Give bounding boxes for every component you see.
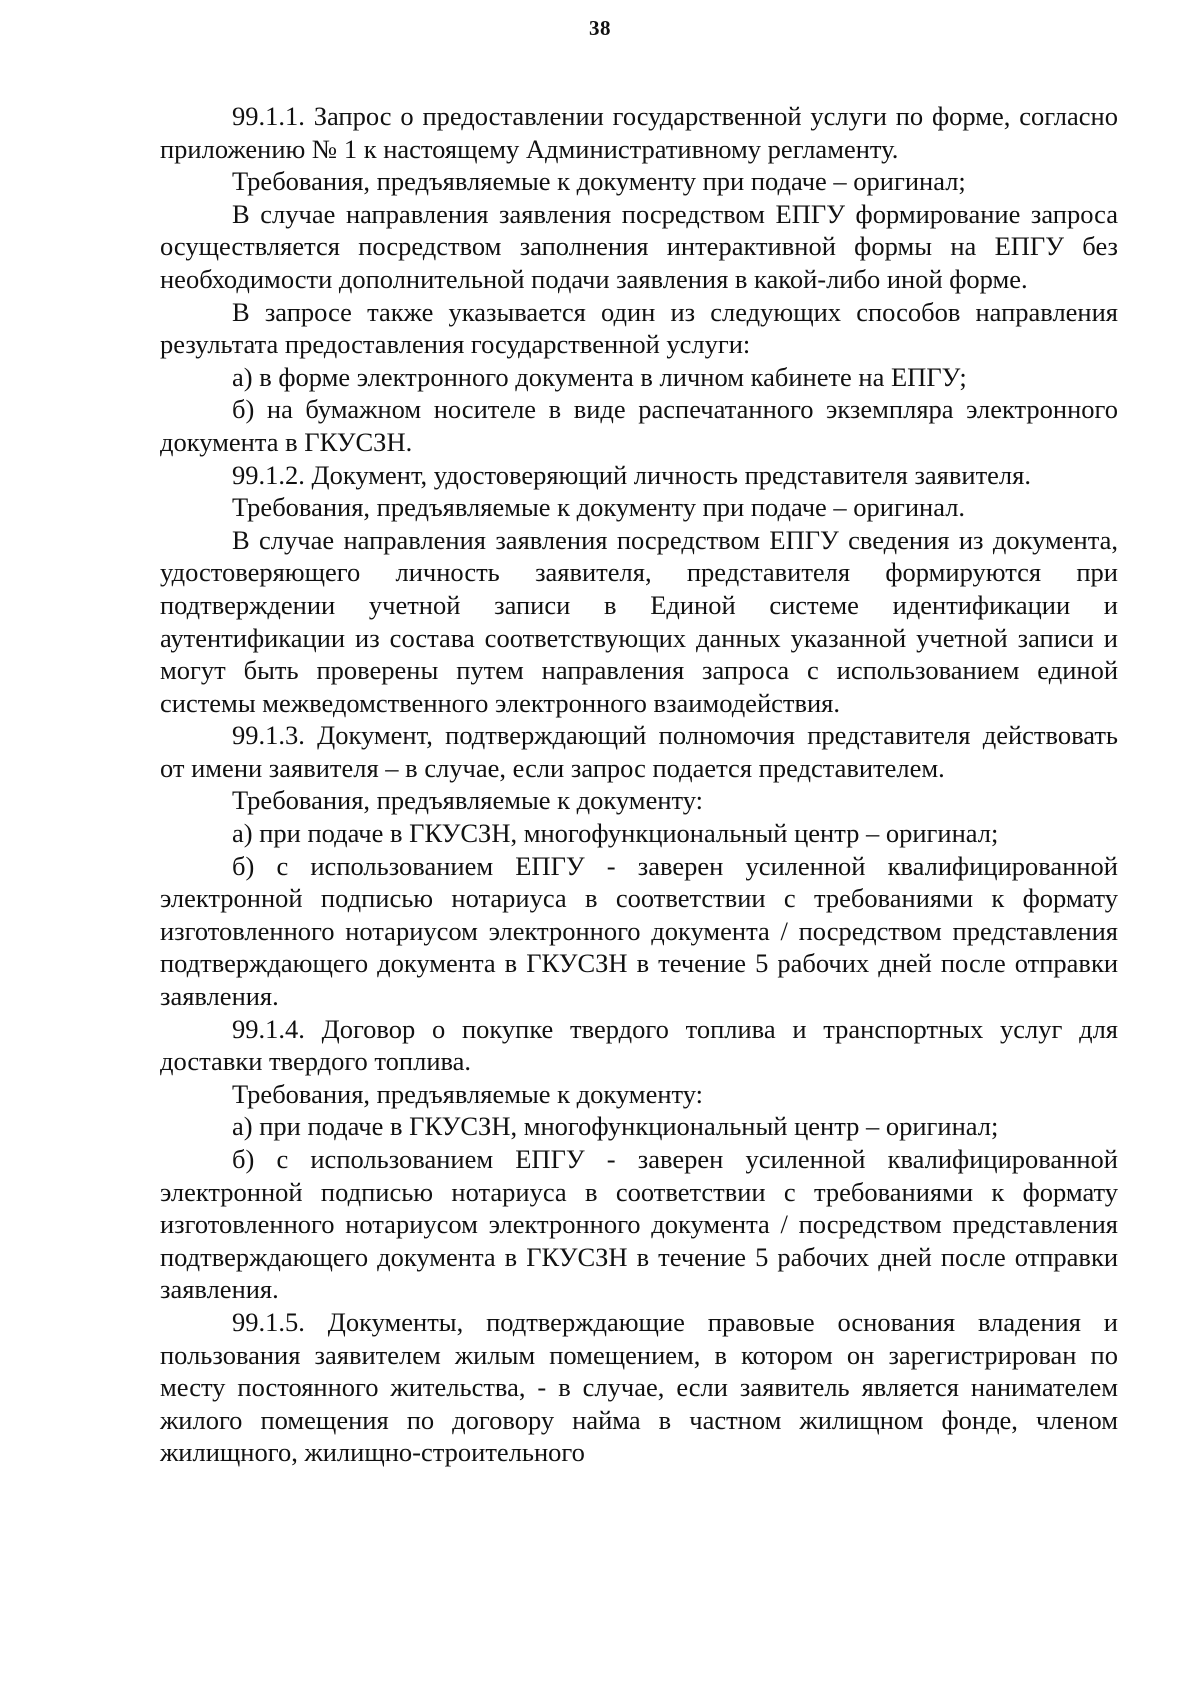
paragraph-3-a: а) при подаче в ГКУСЗН, многофункциональный центр – оригинал; — [232, 818, 999, 849]
paragraph-result-methods: В запросе также указывается один из следующих способов направления результата предоставления государственной услуги: — [160, 296, 1118, 360]
paragraph-3-b: б) с использованием ЕПГУ - заверен усиленной квалифицированной электронной подписью нотариуса в соответствии с требованиями к формату изготовленного нотариусом электронного документа / посредством представления подтверждающего документа в ГКУСЗН в течение 5 рабочих дней после отправки заявления. — [160, 850, 1118, 1012]
paragraph-requirements-2: Требования, предъявляемые к документу при подаче – оригинал. — [232, 492, 966, 523]
paragraph-99-1-2: 99.1.2. Документ, удостоверяющий личность представителя заявителя. — [232, 459, 1031, 490]
paragraph-99-1-5: 99.1.5. Документы, подтверждающие правовые основания владения и пользования заявителем жилым помещением, в котором он зарегистрирован по месту постоянного жительства, - в случае, если заявитель является нанимателем жилого помещения по договору найма в частном жилищном фонде, членом жилищного, жилищно-строительного — [160, 1306, 1118, 1468]
document-body — [160, 100, 1118, 1469]
paragraph-99-1-1: 99.1.1. Запрос о предоставлении государственной услуги по форме, согласно приложению № 1 к настоящему Административному регламенту. — [160, 101, 1118, 164]
paragraph-method-b: б) на бумажном носителе в виде распечатанного экземпляра электронного документа в ГКУСЗН. — [160, 394, 1118, 457]
paragraph-requirements-3: Требования, предъявляемые к документу: — [232, 785, 704, 816]
paragraph-identity-details: В случае направления заявления посредством ЕПГУ сведения из документа, удостоверяющего личность заявителя, представителя формируются при подтверждении учетной записи в Единой системе идентификации и аутентификации из состава соответствующих данных указанной учетной записи и могут быть проверены путем направления запроса с использованием единой системы межведомственного электронного взаимодействия. — [160, 524, 1118, 718]
paragraph-4-b: б) с использованием ЕПГУ - заверен усиленной квалифицированной электронной подписью нотариуса в соответствии с требованиями к формату изготовленного нотариусом электронного документа / посредством представления подтверждающего документа в ГКУСЗН в течение 5 рабочих дней после отправки заявления. — [160, 1144, 1118, 1305]
paragraph-method-a: а) в форме электронного документа в личном кабинете на ЕПГУ; — [232, 361, 967, 392]
paragraph-99-1-4: 99.1.4. Договор о покупке твердого топлива и транспортных услуг для доставки твердого топлива. — [160, 1013, 1118, 1077]
paragraph-requirements-4: Требования, предъявляемые к документу: — [232, 1078, 704, 1109]
paragraph-epgu-request: В случае направления заявления посредством ЕПГУ формирование запроса осуществляется посредством заполнения интерактивной формы на ЕПГУ без необходимости дополнительной подачи заявления в какой-либо иной форме. — [160, 198, 1118, 294]
paragraph-4-a: а) при подаче в ГКУСЗН, многофункциональный центр – оригинал; — [232, 1111, 999, 1142]
paragraph-requirements-1: Требования, предъявляемые к документу при подаче – оригинал; — [232, 166, 966, 197]
page-number: 38 — [589, 16, 611, 40]
paragraph-99-1-3: 99.1.3. Документ, подтверждающий полномочия представителя действовать от имени заявителя – в случае, если запрос подается представителем. — [160, 720, 1118, 783]
